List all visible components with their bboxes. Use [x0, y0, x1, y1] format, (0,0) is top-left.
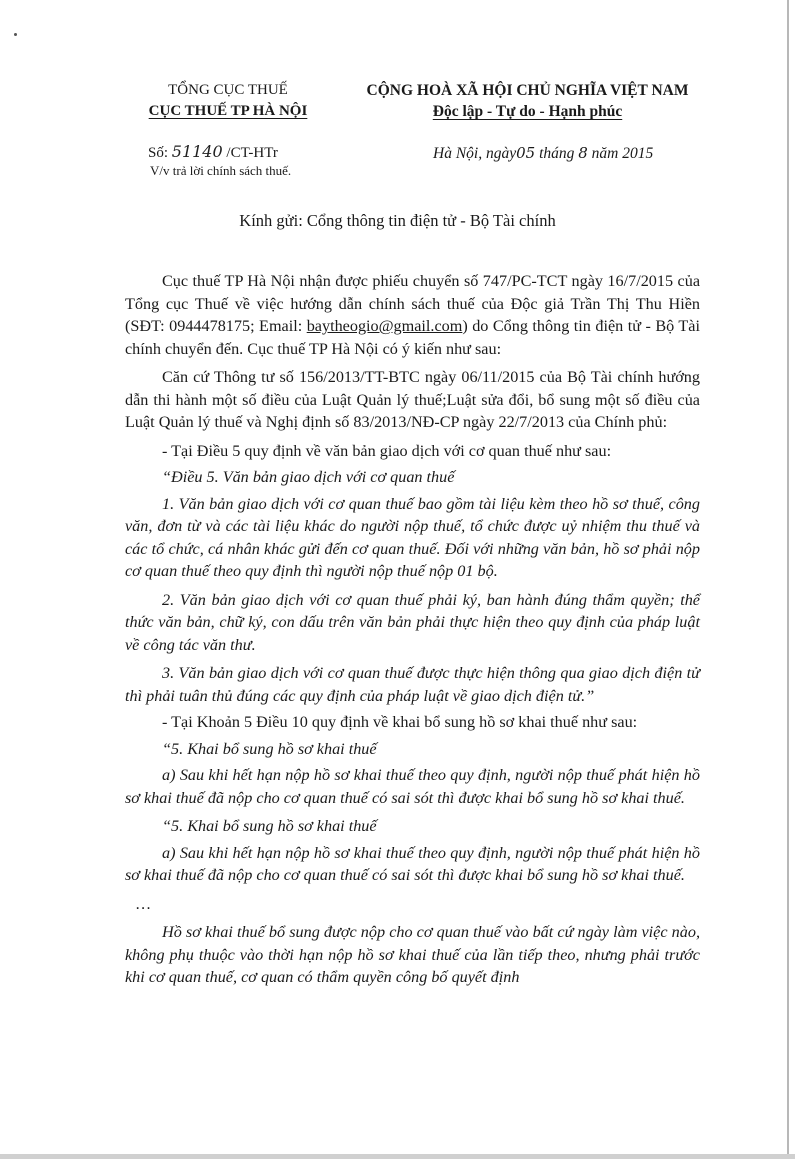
agency-header: [118, 80, 338, 122]
date-month: 8: [578, 144, 588, 162]
quote-heading: “Điều 5. Văn bản giao dịch với cơ quan thuế: [162, 468, 455, 486]
scan-speck: [14, 33, 17, 36]
date-year: năm 2015: [591, 145, 654, 162]
doc-no-suffix: /CT-HTr: [226, 145, 278, 161]
quote-paragraph: Hồ sơ khai thuế bổ sung được nộp cho cơ quan thuế vào bất cứ ngày làm việc nào, không phụ thuộc vào thời hạn nộp hồ sơ khai thuế của lần tiếp theo, nhưng phải trước khi cơ quan thuế, cơ quan có thẩm quyền công bố quyết định: [125, 923, 700, 986]
country-name: CỘNG HOÀ XÃ HỘI CHỦ NGHĨA VIỆT NAM: [366, 82, 689, 99]
national-motto: Độc lập - Tự do - Hạnh phúc: [432, 103, 623, 120]
document-body: [125, 270, 700, 995]
date-day: 05: [516, 144, 536, 162]
quote-paragraph: 1. Văn bản giao dịch với cơ quan thuế bao gồm tài liệu kèm theo hồ sơ thuế, công văn, đơn từ và các tài liệu khác do người nộp thuế, tổ chức được uỷ nhiệm thu thuế và các tổ chức, cá nhân khác gửi đến cơ quan thuế. Đối với những văn bản, hồ sơ phải nộp cơ quan thuế theo quy định thì người nộp thuế nộp 01 bộ.: [125, 494, 700, 580]
paragraph: - Tại Khoản 5 Điều 10 quy định về khai bổ sung hồ sơ khai thuế như sau:: [162, 713, 638, 731]
document-subject: V/v trả lời chính sách thuế.: [150, 163, 292, 178]
paragraph: Cục thuế TP Hà Nội nhận được phiếu chuyển số 747/PC-TCT ngày 16/7/2015 của Tổng cục Thuế về việc hướng dẫn chính sách thuế của Độc giả Trần Thị Thu Hiền (SĐT: 0944478175; Email: baytheogio@gmail.com) do Cổng thông tin điện tử - Bộ Tài chính chuyển đến. Cục thuế TP Hà Nội có ý kiến như sau:: [125, 272, 700, 358]
recipient-line: Kính gửi: Cổng thông tin điện tử - Bộ Tài chính: [239, 211, 556, 230]
paragraph: - Tại Điều 5 quy định về văn bản giao dịch với cơ quan thuế như sau:: [162, 441, 612, 460]
agency-dept: CỤC THUẾ TP HÀ NỘI: [148, 103, 308, 119]
quote-paragraph: 2. Văn bản giao dịch với cơ quan thuế phải ký, ban hành đúng thẩm quyền; thể thức văn bản, chữ ký, con dấu trên văn bản phải thực hiện theo quy định của pháp luật về công tác văn thư.: [125, 590, 700, 654]
quote-paragraph: a) Sau khi hết hạn nộp hồ sơ khai thuế theo quy định, người nộp thuế phát hiện hồ sơ khai thuế đã nộp cho cơ quan thuế có sai sót thì được khai bổ sung hồ sơ khai thuế.: [125, 766, 700, 807]
paragraph: Căn cứ Thông tư số 156/2013/TT-BTC ngày 06/11/2015 của Bộ Tài chính hướng dẫn thi hành một số điều của Luật Quản lý thuế;Luật sửa đổi, bổ sung một số điều của Luật Quản lý thuế và Nghị định số 83/2013/NĐ-CP ngày 22/7/2013 của Chính phủ:: [125, 368, 700, 431]
date-month-label: tháng: [539, 145, 575, 162]
doc-no-prefix: Số:: [148, 145, 169, 161]
document-number: [148, 142, 278, 162]
quote-heading: “5. Khai bổ sung hồ sơ khai thuế: [162, 739, 377, 758]
quote-paragraph: a) Sau khi hết hạn nộp hồ sơ khai thuế theo quy định, người nộp thuế phát hiện hồ sơ khai thuế đã nộp cho cơ quan thuế có sai sót thì được khai bổ sung hồ sơ khai thuế.: [125, 843, 700, 884]
document-date: [433, 144, 653, 163]
email-link[interactable]: baytheogio@gmail.com: [306, 317, 463, 335]
doc-no-handwritten: 51140: [171, 142, 223, 161]
national-header: [345, 80, 710, 122]
agency-org: TỔNG CỤC THUẾ: [168, 82, 288, 98]
ellipsis: …: [135, 894, 152, 913]
date-place: Hà Nội, ngày: [433, 145, 517, 162]
quote-heading: “5. Khai bổ sung hồ sơ khai thuế: [162, 817, 377, 835]
page-edge-bottom: [0, 1154, 795, 1159]
page-edge-right: [787, 0, 789, 1159]
quote-paragraph: 3. Văn bản giao dịch với cơ quan thuế được thực hiện thông qua giao dịch điện tử thì phải tuân thủ đúng các quy định của pháp luật về giao dịch điện tử.”: [125, 664, 700, 705]
